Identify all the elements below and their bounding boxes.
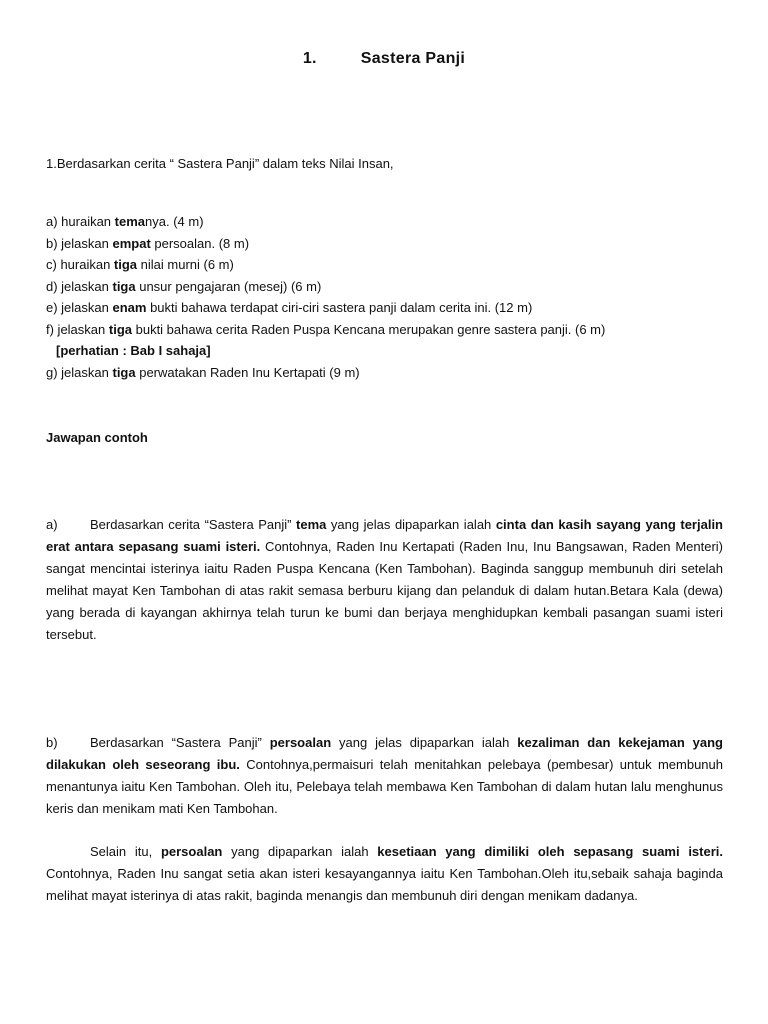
answer-b-paragraph-2: Selain itu, persoalan yang dipaparkan ialah kesetiaan yang dimiliki oleh sepasang suami isteri. Contohnya, Raden Inu sangat setia akan isteri kesayangannya iaitu Ken Tambohan.Oleh itu,sebaik sahaja baginda melihat mayat isterinya di atas rakit, baginda menangis dan membunuh diri dengan menikam dadanya. <box>46 844 724 903</box>
question-f: f) jelaskan tiga bukti bahawa cerita Raden Puspa Kencana merupakan genre sastera panji. (6 m) <box>46 321 606 337</box>
answer-a-paragraph: a) Berdasarkan cerita “Sastera Panji” tema yang jelas dipaparkan ialah cinta dan kasih sayang yang terjalin erat antara sepasang suami isteri. Contohnya, Raden Inu Kertapati (Raden Inu, Inu Bangsawan, Raden Menteri) sangat mencintai isterinya iaitu Raden Puspa Kencana (Ken Tambohan). Baginda sanggup membunuh diri setelah melihat mayat Ken Tambohan di atas rakit semasa berburu kijang dan pelanduk di dalam hutan.Betara Kala (dewa) yang berada di kayangan akhirnya telah turun ke bumi dan berjaya menghidupkan kembali pasangan suami isteri tersebut. <box>46 514 723 646</box>
question-note: [perhatian : Bab I sahaja] <box>56 343 211 358</box>
title-number: 1. <box>302 50 317 67</box>
page-title <box>0 50 768 68</box>
title-text: Sastera Panji <box>360 50 466 67</box>
answer-a-label: a) <box>46 517 58 532</box>
question-c: c) huraikan tiga nilai murni (6 m) <box>46 257 234 272</box>
answer-b-label: b) <box>46 735 58 750</box>
question-list <box>46 211 736 383</box>
question-d: d) jelaskan tiga unsur pengajaran (mesej) (6 m) <box>46 278 322 294</box>
answers-heading: Jawapan contoh <box>46 430 148 445</box>
intro-paragraph: 1.Berdasarkan cerita “ Sastera Panji” dalam teks Nilai Insan, <box>46 156 394 171</box>
question-a: a) huraikan temanya. (4 m) <box>46 214 204 229</box>
question-b: b) jelaskan empat persoalan. (8 m) <box>46 235 250 251</box>
answer-b-paragraph-1: b) Berdasarkan “Sastera Panji” persoalan yang jelas dipaparkan ialah kezaliman dan kekejaman yang dilakukan oleh seseorang ibu. Contohnya,permaisuri telah menitahkan pelebaya (pembesar) untuk membunuh menantunya iaitu Ken Tambohan. Oleh itu, Pelebaya telah membawa Ken Tambohan di dalam hutan lalu menghunus keris dan menikam mati Ken Tambohan. <box>46 732 723 820</box>
question-g: g) jelaskan tiga perwatakan Raden Inu Kertapati (9 m) <box>46 364 360 380</box>
question-e: e) jelaskan enam bukti bahawa terdapat ciri-ciri sastera panji dalam cerita ini. (12 m) <box>46 300 533 315</box>
